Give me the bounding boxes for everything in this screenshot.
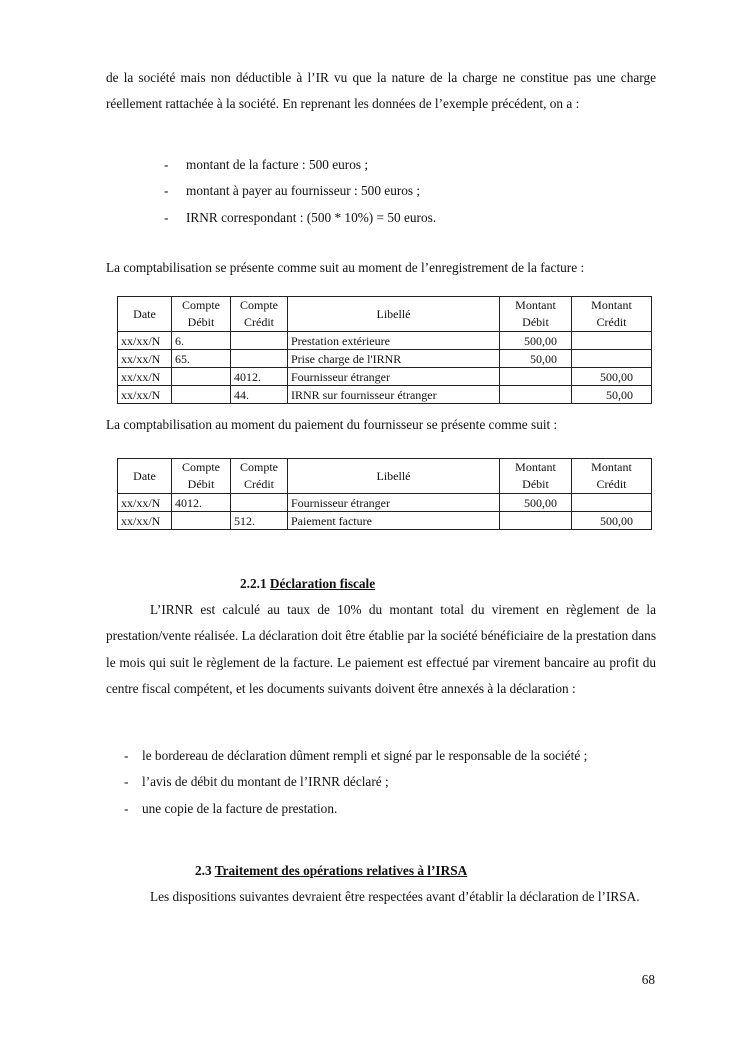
intro-paragraph: de la société mais non déductible à l’IR vu que la nature de la charge ne constitue pas une charge réellement rattachée à la société. En reprenant les données de l’exemple précédent, on a :: [106, 70, 656, 112]
header-date: Date: [118, 459, 172, 494]
documents-list: [124, 743, 588, 822]
list-item: - montant à payer au fournisseur : 500 euros ;: [164, 183, 421, 199]
header-montant-credit: Montant Crédit: [572, 459, 652, 494]
list-item: - IRNR correspondant : (500 * 10%) = 50 euros.: [164, 209, 437, 225]
header-montant-debit: Montant Débit: [500, 459, 572, 494]
table2-intro: La comptabilisation au moment du paiement du fournisseur se présente comme suit :: [106, 417, 558, 432]
table-row: xx/xx/N 4012. Fournisseur étranger 500,00: [118, 494, 652, 512]
list-item: - l’avis de débit du montant de l’IRNR déclaré ;: [124, 774, 389, 790]
invoice-entry-table: [117, 296, 652, 404]
table1-intro: La comptabilisation se présente comme suit au moment de l’enregistrement de la facture :: [106, 260, 585, 275]
header-compte-credit: Compte Crédit: [231, 459, 288, 494]
table-header-row: [118, 297, 652, 332]
declaration-paragraph: L’IRNR est calculé au taux de 10% du montant total du virement en règlement de la prestation/vente réalisée. La déclaration doit être établie par la société bénéficiaire de la prestation dans le mois qui suit le règlement de la facture. Le paiement est effectué par virement bancaire au profit du centre fiscal compétent, et les documents suivants doivent être annexés à la déclaration :: [106, 602, 656, 696]
payment-entry-table: [117, 458, 652, 530]
page-number: 68: [641, 972, 655, 987]
table-row: xx/xx/N 65. Prise charge de l'IRNR 50,00: [118, 350, 652, 368]
header-libelle: Libellé: [288, 459, 500, 494]
header-libelle: Libellé: [288, 297, 500, 332]
table-row: xx/xx/N 6. Prestation extérieure 500,00: [118, 332, 652, 350]
section-heading-23: 2.3 Traitement des opérations relatives à l’IRSA: [195, 863, 468, 878]
header-montant-debit: Montant Débit: [500, 297, 572, 332]
table-header-row: [118, 459, 652, 494]
table-row: xx/xx/N 512. Paiement facture 500,00: [118, 512, 652, 530]
irsa-paragraph: Les dispositions suivantes devraient être respectées avant d’établir la déclaration de l’IRSA.: [150, 889, 640, 904]
table-row: xx/xx/N 44. IRNR sur fournisseur étranger 50,00: [118, 386, 652, 404]
example-list: [164, 152, 437, 231]
header-montant-credit: Montant Crédit: [572, 297, 652, 332]
list-item: - le bordereau de déclaration dûment rempli et signé par le responsable de la société ;: [124, 748, 588, 763]
header-compte-debit: Compte Débit: [172, 459, 231, 494]
header-compte-debit: Compte Débit: [172, 297, 231, 332]
table-row: xx/xx/N 4012. Fournisseur étranger 500,00: [118, 368, 652, 386]
list-item: - montant de la facture : 500 euros ;: [164, 157, 369, 172]
list-item: - une copie de la facture de prestation.: [124, 800, 338, 816]
header-date: Date: [118, 297, 172, 332]
section-heading-221: 2.2.1 Déclaration fiscale: [240, 576, 376, 591]
header-compte-credit: Compte Crédit: [231, 297, 288, 332]
